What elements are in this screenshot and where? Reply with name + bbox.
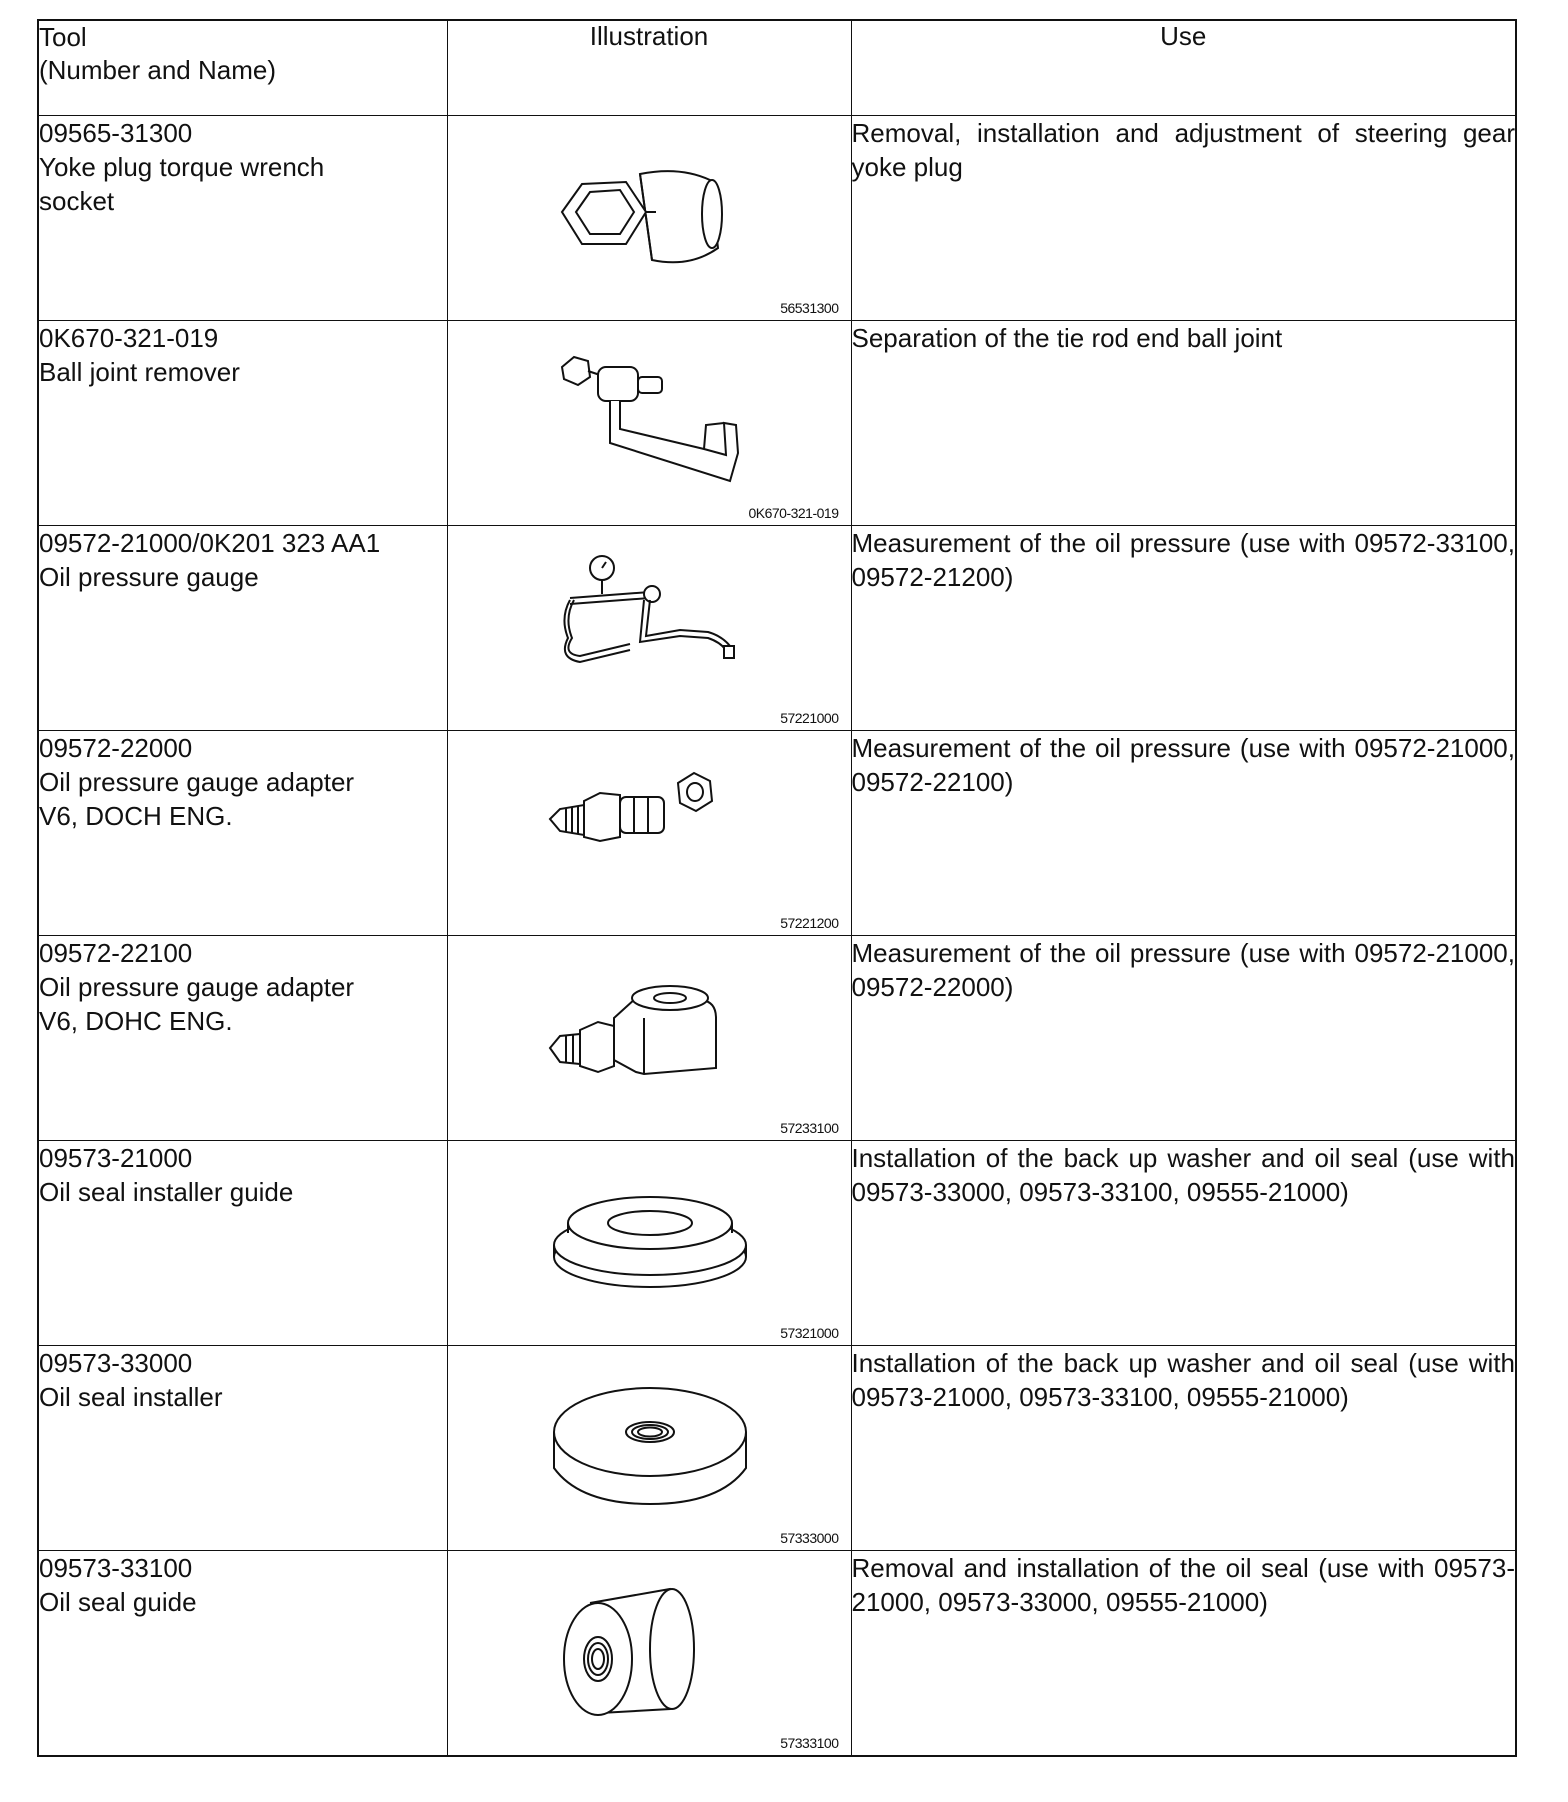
seal-installer-guide-icon (540, 1153, 760, 1323)
ball-joint-remover-icon (540, 333, 760, 503)
tool-cell (38, 1140, 447, 1345)
tool-name-line: V6, DOCH ENG. (39, 800, 233, 831)
image-code: 57333000 (780, 1529, 839, 1546)
special-tools-table (37, 19, 1517, 1757)
tool-number: 09573-33000 (39, 1347, 193, 1378)
tool-number: 09572-22000 (39, 732, 193, 763)
use-cell: Removal, installation and adjustment of steering gear yoke plug (851, 115, 1516, 320)
tool-cell (38, 730, 447, 935)
use-cell: Separation of the tie rod end ball joint (851, 320, 1516, 525)
tool-name-line: V6, DOHC ENG. (39, 1005, 233, 1036)
illustration-cell (447, 115, 851, 320)
tool-name-line: Ball joint remover (39, 356, 240, 387)
table-row (38, 935, 1516, 1140)
table-row (38, 1550, 1516, 1756)
tool-number: 09565-31300 (39, 117, 193, 148)
image-code: 56531300 (780, 299, 839, 316)
oil-seal-guide-icon (540, 1563, 760, 1733)
tool-number: 0K670-321-019 (39, 322, 219, 353)
image-code: 57333100 (780, 1734, 839, 1751)
image-code: 57233100 (780, 1119, 839, 1136)
header-row (38, 20, 1516, 115)
header-tool-line2: (Number and Name) (39, 55, 276, 85)
tool-cell (38, 1345, 447, 1550)
image-code: 57321000 (780, 1324, 839, 1341)
use-cell: Measurement of the oil pressure (use with 09572-21000, 09572-22000) (851, 935, 1516, 1140)
image-code: 57221000 (780, 709, 839, 726)
header-illustration: Illustration (447, 20, 851, 115)
yoke-plug-socket-icon (540, 128, 760, 298)
tool-name-line: Oil pressure gauge adapter (39, 766, 355, 797)
oil-pressure-gauge-icon (540, 538, 760, 708)
gauge-adapter-fitting-icon (540, 743, 760, 913)
tool-name-line: socket (39, 185, 115, 216)
image-code: 0K670-321-019 (748, 504, 839, 521)
table-row (38, 1140, 1516, 1345)
seal-installer-disc-icon (540, 1358, 760, 1528)
tool-name-line: Oil seal installer guide (39, 1176, 294, 1207)
header-tool (38, 20, 447, 115)
banjo-adapter-icon (540, 948, 760, 1118)
table-row (38, 115, 1516, 320)
illustration-cell (447, 1550, 851, 1756)
tool-name-line: Oil seal installer (39, 1381, 223, 1412)
tool-name-line: Oil pressure gauge (39, 561, 259, 592)
illustration-cell (447, 1140, 851, 1345)
tool-number: 09573-21000 (39, 1142, 193, 1173)
use-cell: Measurement of the oil pressure (use with 09572-33100, 09572-21200) (851, 525, 1516, 730)
table-row (38, 730, 1516, 935)
illustration-cell (447, 320, 851, 525)
table-row (38, 525, 1516, 730)
use-cell: Installation of the back up washer and oil seal (use with 09573-33000, 09573-33100, 09555-21000) (851, 1140, 1516, 1345)
table-row (38, 1345, 1516, 1550)
tool-name-line: Oil pressure gauge adapter (39, 971, 355, 1002)
use-cell: Removal and installation of the oil seal (use with 09573-21000, 09573-33000, 09555-21000) (851, 1550, 1516, 1756)
tool-name-line: Oil seal guide (39, 1586, 197, 1617)
illustration-cell (447, 730, 851, 935)
tool-cell (38, 935, 447, 1140)
tool-number: 09573-33100 (39, 1552, 193, 1583)
illustration-cell (447, 1345, 851, 1550)
header-use: Use (851, 20, 1516, 115)
use-cell: Installation of the back up washer and oil seal (use with 09573-21000, 09573-33100, 09555-21000) (851, 1345, 1516, 1550)
tool-number: 09572-21000/0K201 323 AA1 (39, 527, 381, 558)
tool-cell (38, 525, 447, 730)
image-code: 57221200 (780, 914, 839, 931)
illustration-cell (447, 935, 851, 1140)
use-cell: Measurement of the oil pressure (use with 09572-21000, 09572-22100) (851, 730, 1516, 935)
tool-cell (38, 115, 447, 320)
tool-number: 09572-22100 (39, 937, 193, 968)
tool-cell (38, 320, 447, 525)
header-tool-line1: Tool (39, 22, 87, 52)
illustration-cell (447, 525, 851, 730)
table-row (38, 320, 1516, 525)
tool-name-line: Yoke plug torque wrench (39, 151, 325, 182)
tool-cell (38, 1550, 447, 1756)
